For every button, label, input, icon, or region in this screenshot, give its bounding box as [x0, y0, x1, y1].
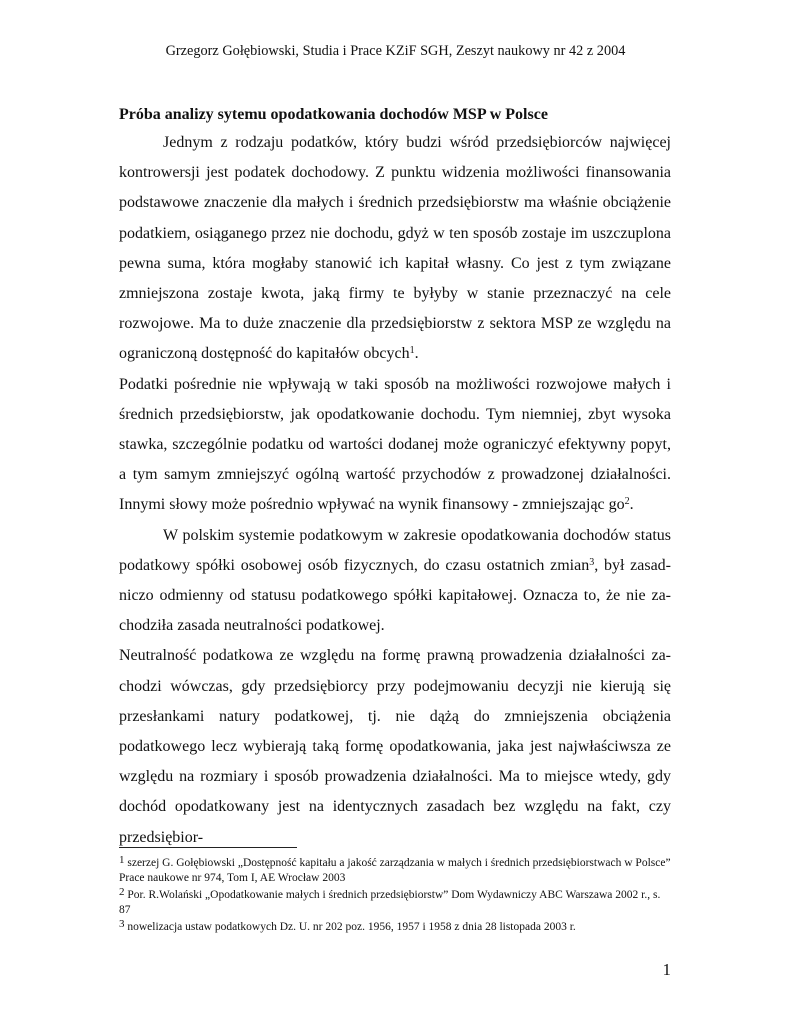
- page-number: 1: [662, 960, 671, 979]
- paragraph-2: [119, 370, 671, 521]
- footnote-1: [119, 856, 671, 885]
- footnote-text: nowelizacja ustaw podatkowych Dz. U. nr 202 poz. 1956, 1957 i 1958 z dnia 28 listopada 2003 r.: [127, 921, 576, 933]
- footnote-ref-3[interactable]: 3: [589, 556, 595, 568]
- footnote-ref-1[interactable]: 1: [409, 345, 415, 357]
- footnote-number: 3: [119, 918, 125, 930]
- footnote-number: 2: [119, 886, 125, 898]
- article-body: [119, 102, 671, 853]
- footnote-number: 1: [119, 854, 125, 866]
- paragraph-text: W polskim systemie podatkowym w zakresie opodatkowania dochodów status podatkowy spółki osobowej osób fizycznych, do czasu ostatnich zmian: [119, 526, 671, 574]
- paragraph-text: Neutralność podatkowa ze względu na formę prawną prowadzenia działalności zachodzi wówczas, gdy przedsiębiorcy przy podejmowaniu decyzji nie kierują się przesłankami natury podatkowej, tj. nie dążą do zmniejszenia obciążenia podatkowego lecz wybierają taką formę opodatkowania, jaka jest najwłaściwsza ze względu na rozmiary i sposób prowadzenia działalności. Ma to miejsce wtedy, gdy dochód opodatkowany jest na identycznych zasadach bez względu na fakt, czy przedsiębior-: [119, 647, 671, 846]
- paragraph-text: Jednym z rodzaju podatków, który budzi wśród przedsiębiorców najwięcej kontrowersji jest podatek dochodowy. Z punktu widzenia możliwości finansowania podstawowe znaczenie dla małych i średnich przedsiębiorstw ma właśnie obciążenie podatkiem, osiąganego przez nie dochodu, gdyż w ten sposób zostaje im uszczuplona pewna suma, która mogłaby stanowić ich kapitał własny. Co jest z tym związane zmniejszona zostaje kwota, jaką firmy te byłyby w stanie przeznaczyć na cele rozwojowe. Ma to duże znaczenie dla przedsiębiorstw z sektora MSP ze względu na ograniczoną dostępność do kapitałów obcych: [119, 134, 671, 363]
- footnote-2: [119, 888, 671, 917]
- footnotes: [119, 856, 671, 938]
- footnote-ref-2[interactable]: 2: [624, 496, 630, 508]
- paragraph-1: [119, 128, 671, 370]
- paragraph-3: [119, 521, 671, 642]
- running-header: Grzegorz Gołębiowski, Studia i Prace KZiF SGH, Zeszyt naukowy nr 42 z 2004: [165, 43, 626, 59]
- paragraph-tail: .: [414, 345, 419, 363]
- paragraph-tail: .: [629, 496, 634, 514]
- paragraph-4: [119, 641, 671, 852]
- footnote-3: [119, 920, 671, 935]
- footnote-text: Por. R.Wolański „Opodatkowanie małych i średnich przedsiębiorstw” Dom Wydawniczy ABC Warszawa 2002 r., s. 87: [119, 889, 661, 916]
- paragraph-text: Podatki pośrednie nie wpływają w taki sposób na możliwości rozwojowe małych i średnich przedsiębiorstw, jak opodatkowanie dochodu. Tym niemniej, zbyt wysoka stawka, szczególnie podatku od wartości dodanej może ograniczyć efektywny popyt, a tym samym zmniejszyć ogólną wartość przychodów z prowadzonej działalności. Innymi słowy może pośrednio wpływać na wynik finansowy - zmniejszając go: [119, 375, 671, 514]
- article-title: Próba analizy sytemu opodatkowania dochodów MSP w Polsce: [119, 106, 548, 123]
- footnote-text: szerzej G. Gołębiowski „Dostępność kapitału a jakość zarządzania w małych i średnich przedsiębiorstwach w Polsce” Prace naukowe nr 974, Tom I, AE Wrocław 2003: [119, 857, 671, 884]
- paragraph-tail: , był zasadniczo odmienny od statusu podatkowego spółki kapitałowej. Oznacza to, że nie zachodziła zasada neutralności podatkowej.: [119, 556, 671, 635]
- footnote-divider: [119, 847, 297, 848]
